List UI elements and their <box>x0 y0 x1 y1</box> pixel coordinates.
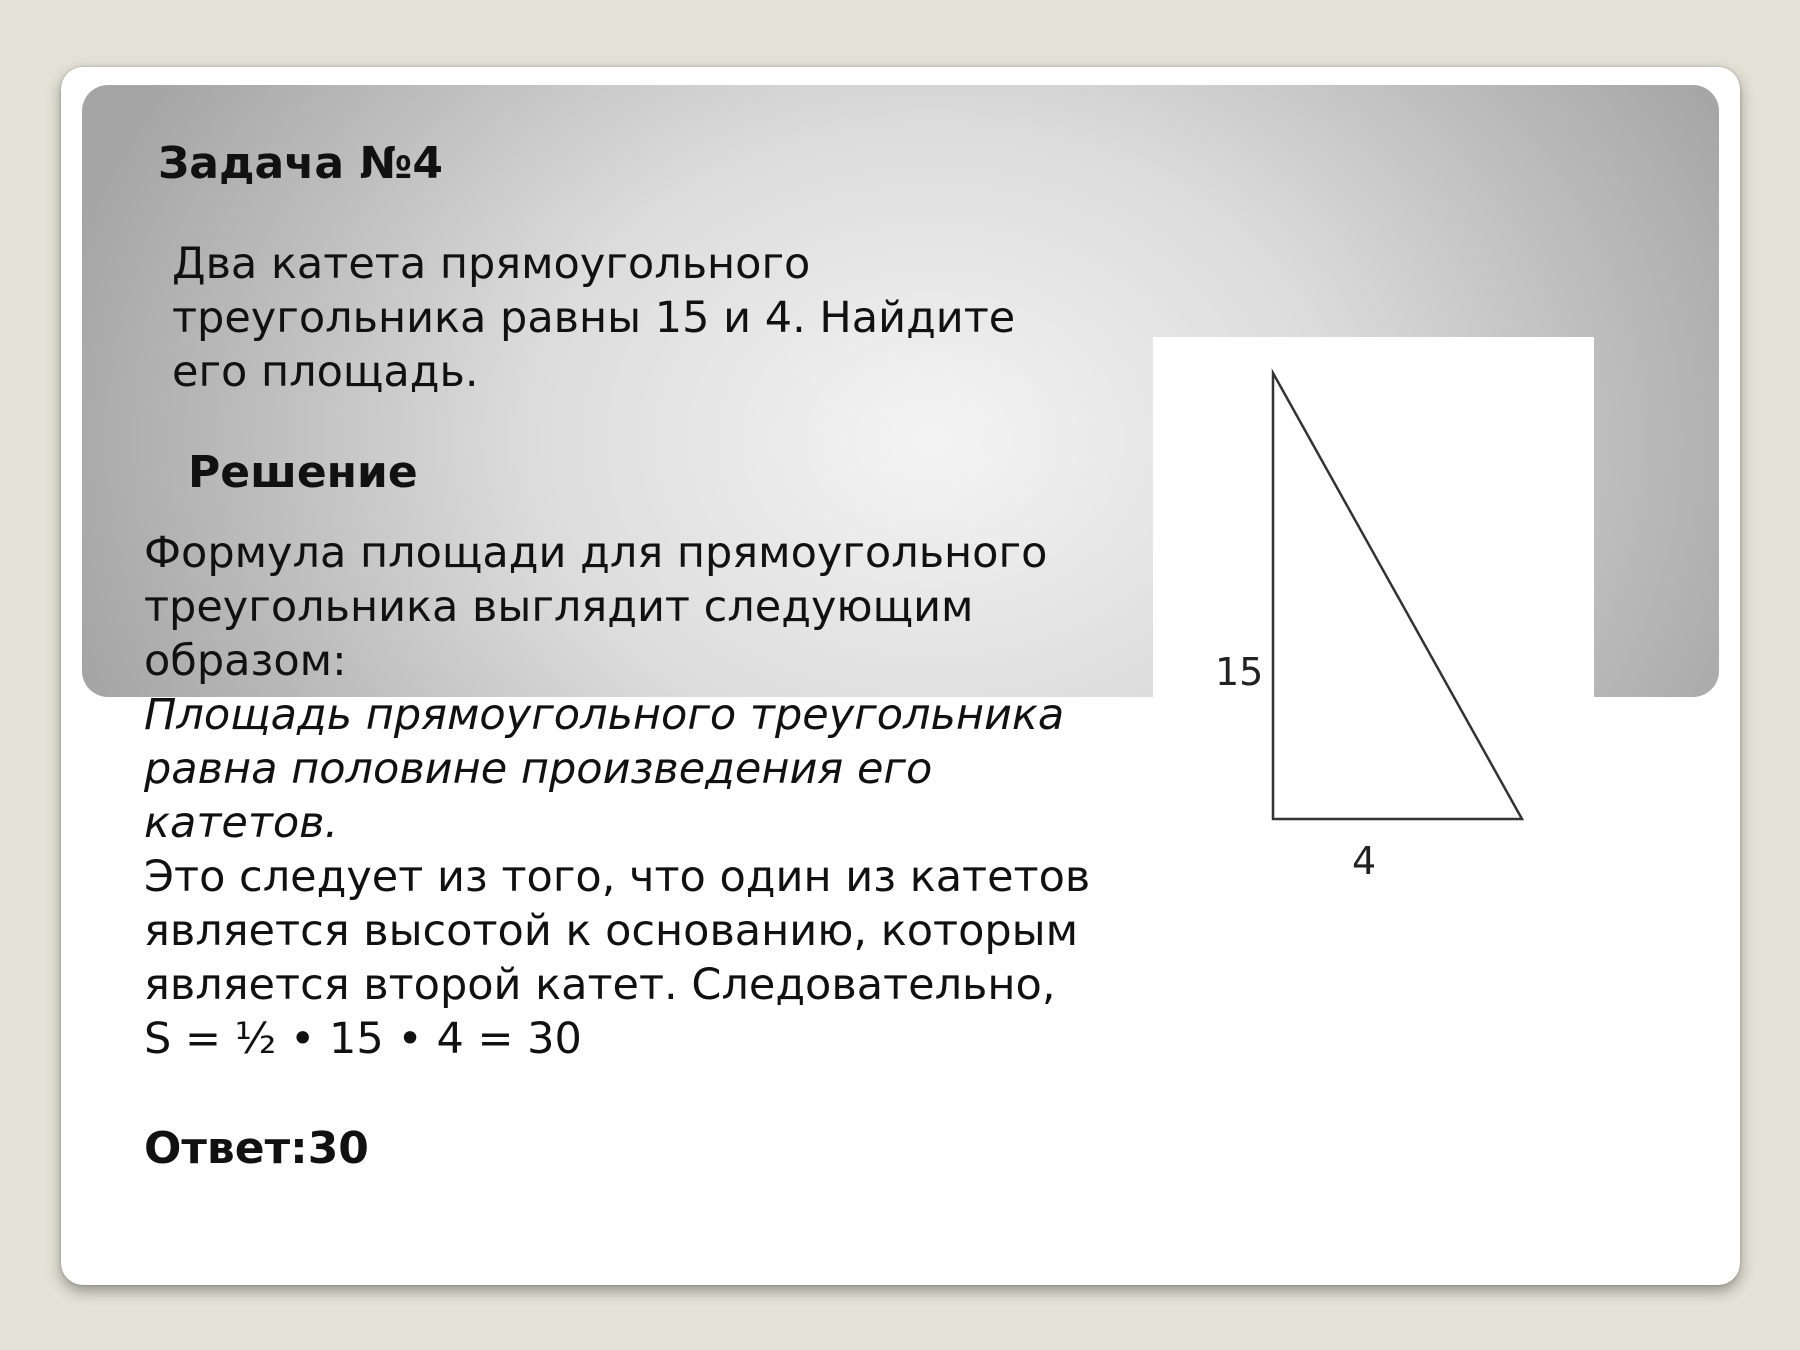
page-title: Задача №4 <box>158 138 443 189</box>
problem-statement <box>172 237 1015 399</box>
horizontal-leg-label: 4 <box>1352 839 1377 883</box>
formula-intro-line: треугольника выглядит следующим <box>144 582 974 632</box>
explanation-line: является высотой к основанию, которым <box>144 906 1079 956</box>
vertical-leg-label: 15 <box>1215 650 1264 694</box>
explanation-line: Это следует из того, что один из катетов <box>144 852 1091 902</box>
formula-intro-line: образом: <box>144 636 347 686</box>
problem-line: Два катета прямоугольного <box>172 239 811 289</box>
rule-line: катетов. <box>144 798 339 848</box>
problem-line: его площадь. <box>172 347 479 397</box>
explanation-line: является второй катет. Следовательно, <box>144 960 1056 1010</box>
right-triangle-shape <box>1273 373 1522 819</box>
triangle-figure <box>1153 337 1594 883</box>
problem-line: треугольника равны 15 и 4. Найдите <box>172 293 1016 343</box>
rule-line: Площадь прямоугольного треугольника <box>144 690 1065 740</box>
answer-text: Ответ:30 <box>144 1123 369 1174</box>
rule-line: равна половине произведения его <box>144 744 933 794</box>
solution-heading: Решение <box>188 447 418 498</box>
solution-body <box>144 526 1090 1066</box>
area-equation: S = ½ • 15 • 4 = 30 <box>144 1014 582 1064</box>
formula-intro-line: Формула площади для прямоугольного <box>144 528 1048 578</box>
